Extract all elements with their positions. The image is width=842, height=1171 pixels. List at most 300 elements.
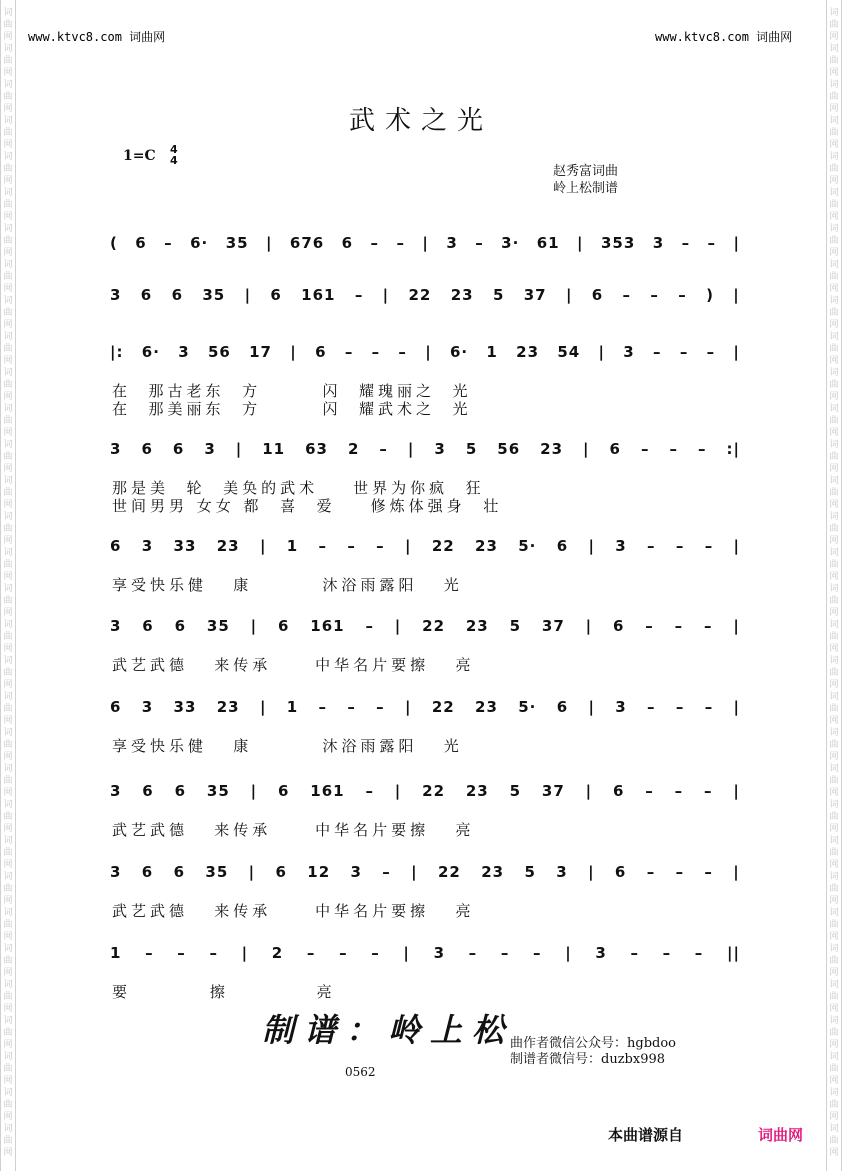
note: 23 (516, 343, 540, 361)
watermark-char: 词 (3, 440, 13, 450)
watermark-char: 曲 (3, 380, 13, 390)
watermark-char: 网 (3, 932, 13, 942)
watermark-char: 曲 (829, 740, 839, 750)
watermark-char: 网 (829, 104, 839, 114)
watermark-char: 词 (829, 692, 839, 702)
watermark-char: 词 (3, 1052, 13, 1062)
watermark-char: 网 (829, 1040, 839, 1050)
score-line (110, 698, 740, 716)
watermark-char: 网 (829, 860, 839, 870)
watermark-char: 曲 (829, 1136, 839, 1146)
note: – (622, 286, 632, 304)
watermark-char: 词 (3, 296, 13, 306)
watermark-char: 词 (829, 980, 839, 990)
note: 3 (652, 234, 665, 252)
barline: | (382, 286, 390, 304)
note: – (674, 782, 684, 800)
barline: | (577, 234, 584, 252)
note: – (704, 698, 714, 716)
note: 3 (623, 343, 635, 361)
note: 63 (305, 440, 328, 458)
barline: | (250, 617, 258, 635)
watermark-char: 曲 (3, 308, 13, 318)
watermark-char: 曲 (3, 1028, 13, 1038)
barline: | (733, 286, 740, 304)
lyric-line: 那是美 轮 美奂的武术 世界为你疯 狂 (112, 479, 485, 497)
watermark-char: 网 (829, 752, 839, 762)
watermark-char: 词 (3, 584, 13, 594)
note: 22 (438, 863, 461, 881)
watermark-char: 网 (829, 428, 839, 438)
note: – (347, 698, 356, 716)
note: 37 (523, 286, 547, 304)
barline: | (394, 782, 402, 800)
watermark-char: 曲 (3, 92, 13, 102)
watermark-char: 曲 (829, 1028, 839, 1038)
note: 6 (277, 782, 290, 800)
watermark-char: 网 (3, 752, 13, 762)
watermark-char: 词 (829, 44, 839, 54)
watermark-char: 词 (3, 980, 13, 990)
score-line (110, 782, 740, 800)
watermark-char: 词 (829, 908, 839, 918)
watermark-char: 曲 (3, 992, 13, 1002)
note: 5 (492, 286, 505, 304)
watermark-char: 曲 (829, 20, 839, 30)
watermark-char: 曲 (829, 956, 839, 966)
watermark-char: 词 (3, 692, 13, 702)
note: – (398, 343, 407, 361)
note: 6 (556, 698, 569, 716)
note: 3 (110, 782, 122, 800)
watermark-char: 曲 (3, 704, 13, 714)
watermark-char: 词 (829, 836, 839, 846)
note: 6 (270, 286, 282, 304)
watermark-char: 网 (3, 716, 13, 726)
note: 5 (524, 863, 536, 881)
barline: | (733, 234, 740, 252)
watermark-char: 曲 (829, 524, 839, 534)
watermark-char: 词 (829, 8, 839, 18)
watermark-char: 词 (3, 8, 13, 18)
score-line (110, 286, 740, 304)
barline: | (733, 343, 740, 361)
watermark-char: 曲 (3, 884, 13, 894)
watermark-char: 曲 (829, 308, 839, 318)
watermark-char: 词 (829, 548, 839, 558)
watermark-char: 曲 (829, 848, 839, 858)
watermark-char: 词 (829, 152, 839, 162)
note: – (653, 343, 662, 361)
watermark-char: 网 (3, 536, 13, 546)
barline: | (425, 343, 432, 361)
watermark-char: 词 (3, 836, 13, 846)
note: 6· (190, 234, 209, 252)
left-watermark-strip (0, 0, 16, 1171)
watermark-char: 曲 (3, 812, 13, 822)
watermark-char: 网 (3, 392, 13, 402)
watermark-char: 词 (829, 476, 839, 486)
watermark-char: 网 (3, 104, 13, 114)
watermark-char: 曲 (3, 56, 13, 66)
watermark-char: 网 (829, 788, 839, 798)
watermark-char: 曲 (3, 632, 13, 642)
watermark-char: 词 (3, 872, 13, 882)
watermark-char: 曲 (3, 236, 13, 246)
watermark-char: 曲 (3, 128, 13, 138)
note: 6 (142, 617, 154, 635)
note: 23 (481, 863, 505, 881)
note: 23 (475, 698, 498, 716)
watermark-char: 曲 (829, 992, 839, 1002)
note: 3· (501, 234, 520, 252)
note: 6 (110, 698, 122, 716)
note: 56 (497, 440, 521, 458)
watermark-char: 曲 (829, 92, 839, 102)
note: 23 (465, 617, 489, 635)
note: – (650, 286, 659, 304)
watermark-char: 网 (829, 608, 839, 618)
score-line (110, 617, 740, 635)
barline: | (585, 782, 593, 800)
note: – (704, 863, 713, 881)
note: – (704, 782, 713, 800)
watermark-char: 网 (829, 1112, 839, 1122)
barline: | (422, 234, 429, 252)
note: 22 (422, 782, 446, 800)
watermark-char: 网 (829, 1004, 839, 1014)
watermark-char: 词 (829, 1088, 839, 1098)
note: 22 (422, 617, 446, 635)
note: 6 (614, 863, 627, 881)
lyric-line: 在 那美丽东 方 闪 耀武术之 光 (112, 400, 472, 418)
note: – (365, 782, 374, 800)
note: – (354, 286, 364, 304)
barline: | (585, 617, 593, 635)
lyric-line: 武艺武德 来传承 中华名片要擦 亮 (112, 821, 475, 839)
note: 3 (110, 863, 122, 881)
note: – (707, 234, 717, 252)
lyric-line: 要 擦 亮 (112, 983, 336, 1001)
watermark-char: 网 (829, 716, 839, 726)
watermark-char: 曲 (3, 200, 13, 210)
score-line (110, 440, 740, 458)
page-number: 0562 (345, 1065, 376, 1079)
composer-credit: 赵秀富词曲 (553, 164, 619, 179)
watermark-char: 网 (829, 1076, 839, 1086)
barline: | (266, 234, 273, 252)
watermark-char: 词 (3, 1088, 13, 1098)
watermark-char: 词 (829, 1124, 839, 1134)
arranger-contact: 制谱者微信号：duzbx998 (510, 1052, 666, 1067)
note: 6 (275, 863, 287, 881)
watermark-char: 曲 (3, 1100, 13, 1110)
watermark-char: 词 (3, 188, 13, 198)
watermark-char: 网 (3, 212, 13, 222)
note: – (376, 537, 385, 555)
watermark-char: 词 (3, 80, 13, 90)
key-signature: 1=C (123, 148, 156, 164)
note: – (164, 234, 173, 252)
watermark-char: 网 (829, 1148, 839, 1158)
note: – (468, 944, 478, 962)
watermark-char: 词 (829, 440, 839, 450)
note: 5 (509, 782, 522, 800)
note: – (209, 944, 218, 962)
watermark-char: 网 (829, 320, 839, 330)
note: 22 (431, 698, 455, 716)
watermark-char: 词 (3, 728, 13, 738)
watermark-char: 词 (3, 368, 13, 378)
watermark-char: 网 (3, 896, 13, 906)
note: 6 (141, 863, 154, 881)
barline: | (733, 537, 740, 555)
watermark-char: 曲 (3, 1064, 13, 1074)
watermark-char: 词 (3, 332, 13, 342)
watermark-char: 词 (829, 368, 839, 378)
watermark-char: 网 (829, 968, 839, 978)
watermark-char: 网 (3, 1148, 13, 1158)
barline: :| (726, 440, 740, 458)
note: 161 (310, 782, 345, 800)
watermark-char: 词 (829, 584, 839, 594)
barline: | (733, 782, 740, 800)
note: 12 (307, 863, 331, 881)
watermark-char: 词 (3, 476, 13, 486)
note: 3 (595, 944, 607, 962)
note: 3 (433, 944, 445, 962)
note: 3 (446, 234, 458, 252)
watermark-char: 曲 (3, 524, 13, 534)
barline: | (733, 617, 740, 635)
watermark-char: 曲 (829, 344, 839, 354)
watermark-char: 曲 (829, 416, 839, 426)
time-sig-bottom: 4 (170, 154, 178, 167)
note: 11 (262, 440, 286, 458)
note: 54 (557, 343, 581, 361)
barline: | (250, 782, 258, 800)
watermark-char: 词 (829, 800, 839, 810)
watermark-char: 网 (3, 1004, 13, 1014)
note: – (675, 698, 685, 716)
note: – (318, 698, 328, 716)
watermark-char: 词 (829, 116, 839, 126)
note: 3 (110, 617, 122, 635)
watermark-char: 网 (3, 140, 13, 150)
watermark-char: 曲 (829, 56, 839, 66)
note: 17 (249, 343, 272, 361)
watermark-char: 网 (3, 608, 13, 618)
note: – (145, 944, 154, 962)
song-title: 武术之光 (348, 106, 493, 136)
watermark-char: 词 (3, 152, 13, 162)
score-line (110, 537, 740, 555)
watermark-char: 网 (3, 860, 13, 870)
watermark-char: 网 (829, 896, 839, 906)
watermark-char: 词 (829, 512, 839, 522)
header-url-left[interactable]: www.ktvc8.com 词曲网 (28, 30, 166, 44)
footer-brand-link[interactable]: 词曲网 (758, 1126, 804, 1144)
note: 3 (350, 863, 362, 881)
note: – (376, 698, 385, 716)
note: – (475, 234, 484, 252)
note: 2 (271, 944, 284, 962)
watermark-char: 曲 (3, 272, 13, 282)
note: – (371, 343, 381, 361)
note: 1 (110, 944, 122, 962)
note: ( (110, 234, 118, 252)
watermark-char: 曲 (829, 560, 839, 570)
watermark-char: 曲 (3, 560, 13, 570)
note: 35 (205, 863, 229, 881)
note: 23 (540, 440, 564, 458)
watermark-char: 网 (3, 248, 13, 258)
watermark-char: 词 (3, 944, 13, 954)
watermark-char: 网 (829, 536, 839, 546)
lyric-line: 世间男男 女女 都 喜 爱 修炼体强身 壮 (112, 497, 503, 515)
watermark-char: 网 (829, 356, 839, 366)
note: 6 (140, 286, 153, 304)
note: 3 (434, 440, 446, 458)
note: – (697, 440, 707, 458)
watermark-char: 曲 (829, 920, 839, 930)
watermark-char: 网 (3, 176, 13, 186)
watermark-char: 曲 (829, 776, 839, 786)
watermark-char: 网 (3, 788, 13, 798)
barline: || (726, 944, 740, 962)
note: – (318, 537, 328, 555)
note: – (681, 234, 691, 252)
note: 6· (141, 343, 160, 361)
lyric-line: 享受快乐健 康 沐浴雨露阳 光 (112, 576, 463, 594)
barline: | (235, 440, 243, 458)
note: 23 (216, 698, 240, 716)
note: 1 (286, 537, 299, 555)
note: – (675, 537, 685, 555)
note: 3 (141, 698, 154, 716)
lyric-line: 在 那古老东 方 闪 耀瑰丽之 光 (112, 382, 472, 400)
note: 22 (431, 537, 455, 555)
note: 56 (207, 343, 231, 361)
watermark-char: 曲 (3, 416, 13, 426)
watermark-char: 网 (3, 1112, 13, 1122)
note: 5 (465, 440, 478, 458)
note: – (370, 234, 380, 252)
watermark-char: 词 (829, 260, 839, 270)
barline: | (290, 343, 297, 361)
watermark-char: 曲 (829, 380, 839, 390)
note: – (669, 440, 678, 458)
watermark-char: 词 (829, 1016, 839, 1026)
signature-handwriting: 制谱：岭上松 (262, 1011, 515, 1049)
note: 161 (310, 617, 345, 635)
note: – (347, 537, 356, 555)
barline: | (405, 537, 412, 555)
note: 3 (110, 286, 122, 304)
time-signature (170, 144, 178, 166)
note: 37 (541, 617, 565, 635)
note: 2 (347, 440, 360, 458)
note: 1 (486, 343, 498, 361)
note: – (177, 944, 186, 962)
barline: | (733, 863, 740, 881)
lyric-line: 武艺武德 来传承 中华名片要擦 亮 (112, 656, 475, 674)
watermark-char: 曲 (3, 956, 13, 966)
watermark-char: 网 (3, 1040, 13, 1050)
watermark-char: 曲 (829, 884, 839, 894)
note: 6 (612, 782, 625, 800)
watermark-char: 词 (3, 116, 13, 126)
watermark-char: 词 (3, 1016, 13, 1026)
watermark-char: 曲 (3, 344, 13, 354)
note: – (379, 440, 388, 458)
note: – (640, 440, 650, 458)
watermark-char: 词 (829, 944, 839, 954)
barline: | (588, 698, 595, 716)
note: 6 (135, 234, 147, 252)
watermark-char: 词 (3, 908, 13, 918)
barline: | (241, 944, 249, 962)
header-url-right[interactable]: www.ktvc8.com 词曲网 (655, 30, 793, 44)
watermark-char: 网 (829, 32, 839, 42)
watermark-char: 网 (829, 392, 839, 402)
note: 37 (541, 782, 565, 800)
note: – (647, 698, 656, 716)
watermark-char: 词 (3, 656, 13, 666)
watermark-char: 词 (829, 764, 839, 774)
note: 6· (449, 343, 469, 361)
note: 6 (315, 343, 327, 361)
watermark-char: 词 (829, 332, 839, 342)
note: – (675, 863, 685, 881)
watermark-char: 曲 (829, 812, 839, 822)
note: 3 (615, 537, 627, 555)
barline: | (733, 698, 740, 716)
watermark-char: 曲 (3, 920, 13, 930)
note: – (704, 537, 714, 555)
watermark-char: 网 (3, 572, 13, 582)
watermark-char: 曲 (3, 668, 13, 678)
watermark-char: 曲 (3, 776, 13, 786)
note: 23 (465, 782, 489, 800)
watermark-char: 词 (3, 620, 13, 630)
note: 6 (141, 440, 153, 458)
note: – (339, 944, 348, 962)
watermark-char: 词 (829, 188, 839, 198)
barline: |: (110, 343, 124, 361)
watermark-char: 网 (829, 464, 839, 474)
watermark-char: 曲 (3, 452, 13, 462)
watermark-char: 词 (3, 512, 13, 522)
watermark-char: 网 (829, 176, 839, 186)
note: – (704, 617, 713, 635)
note: 33 (173, 698, 197, 716)
watermark-char: 网 (3, 464, 13, 474)
watermark-char: 网 (829, 284, 839, 294)
barline: | (565, 944, 572, 962)
watermark-char: 网 (3, 284, 13, 294)
barline: | (411, 863, 418, 881)
watermark-char: 曲 (829, 272, 839, 282)
watermark-char: 曲 (829, 164, 839, 174)
note: – (647, 537, 656, 555)
barline: | (394, 617, 402, 635)
watermark-char: 曲 (3, 740, 13, 750)
watermark-char: 词 (3, 548, 13, 558)
note: – (679, 343, 689, 361)
note: 6 (341, 234, 354, 252)
lyric-line: 武艺武德 来传承 中华名片要擦 亮 (112, 902, 475, 920)
